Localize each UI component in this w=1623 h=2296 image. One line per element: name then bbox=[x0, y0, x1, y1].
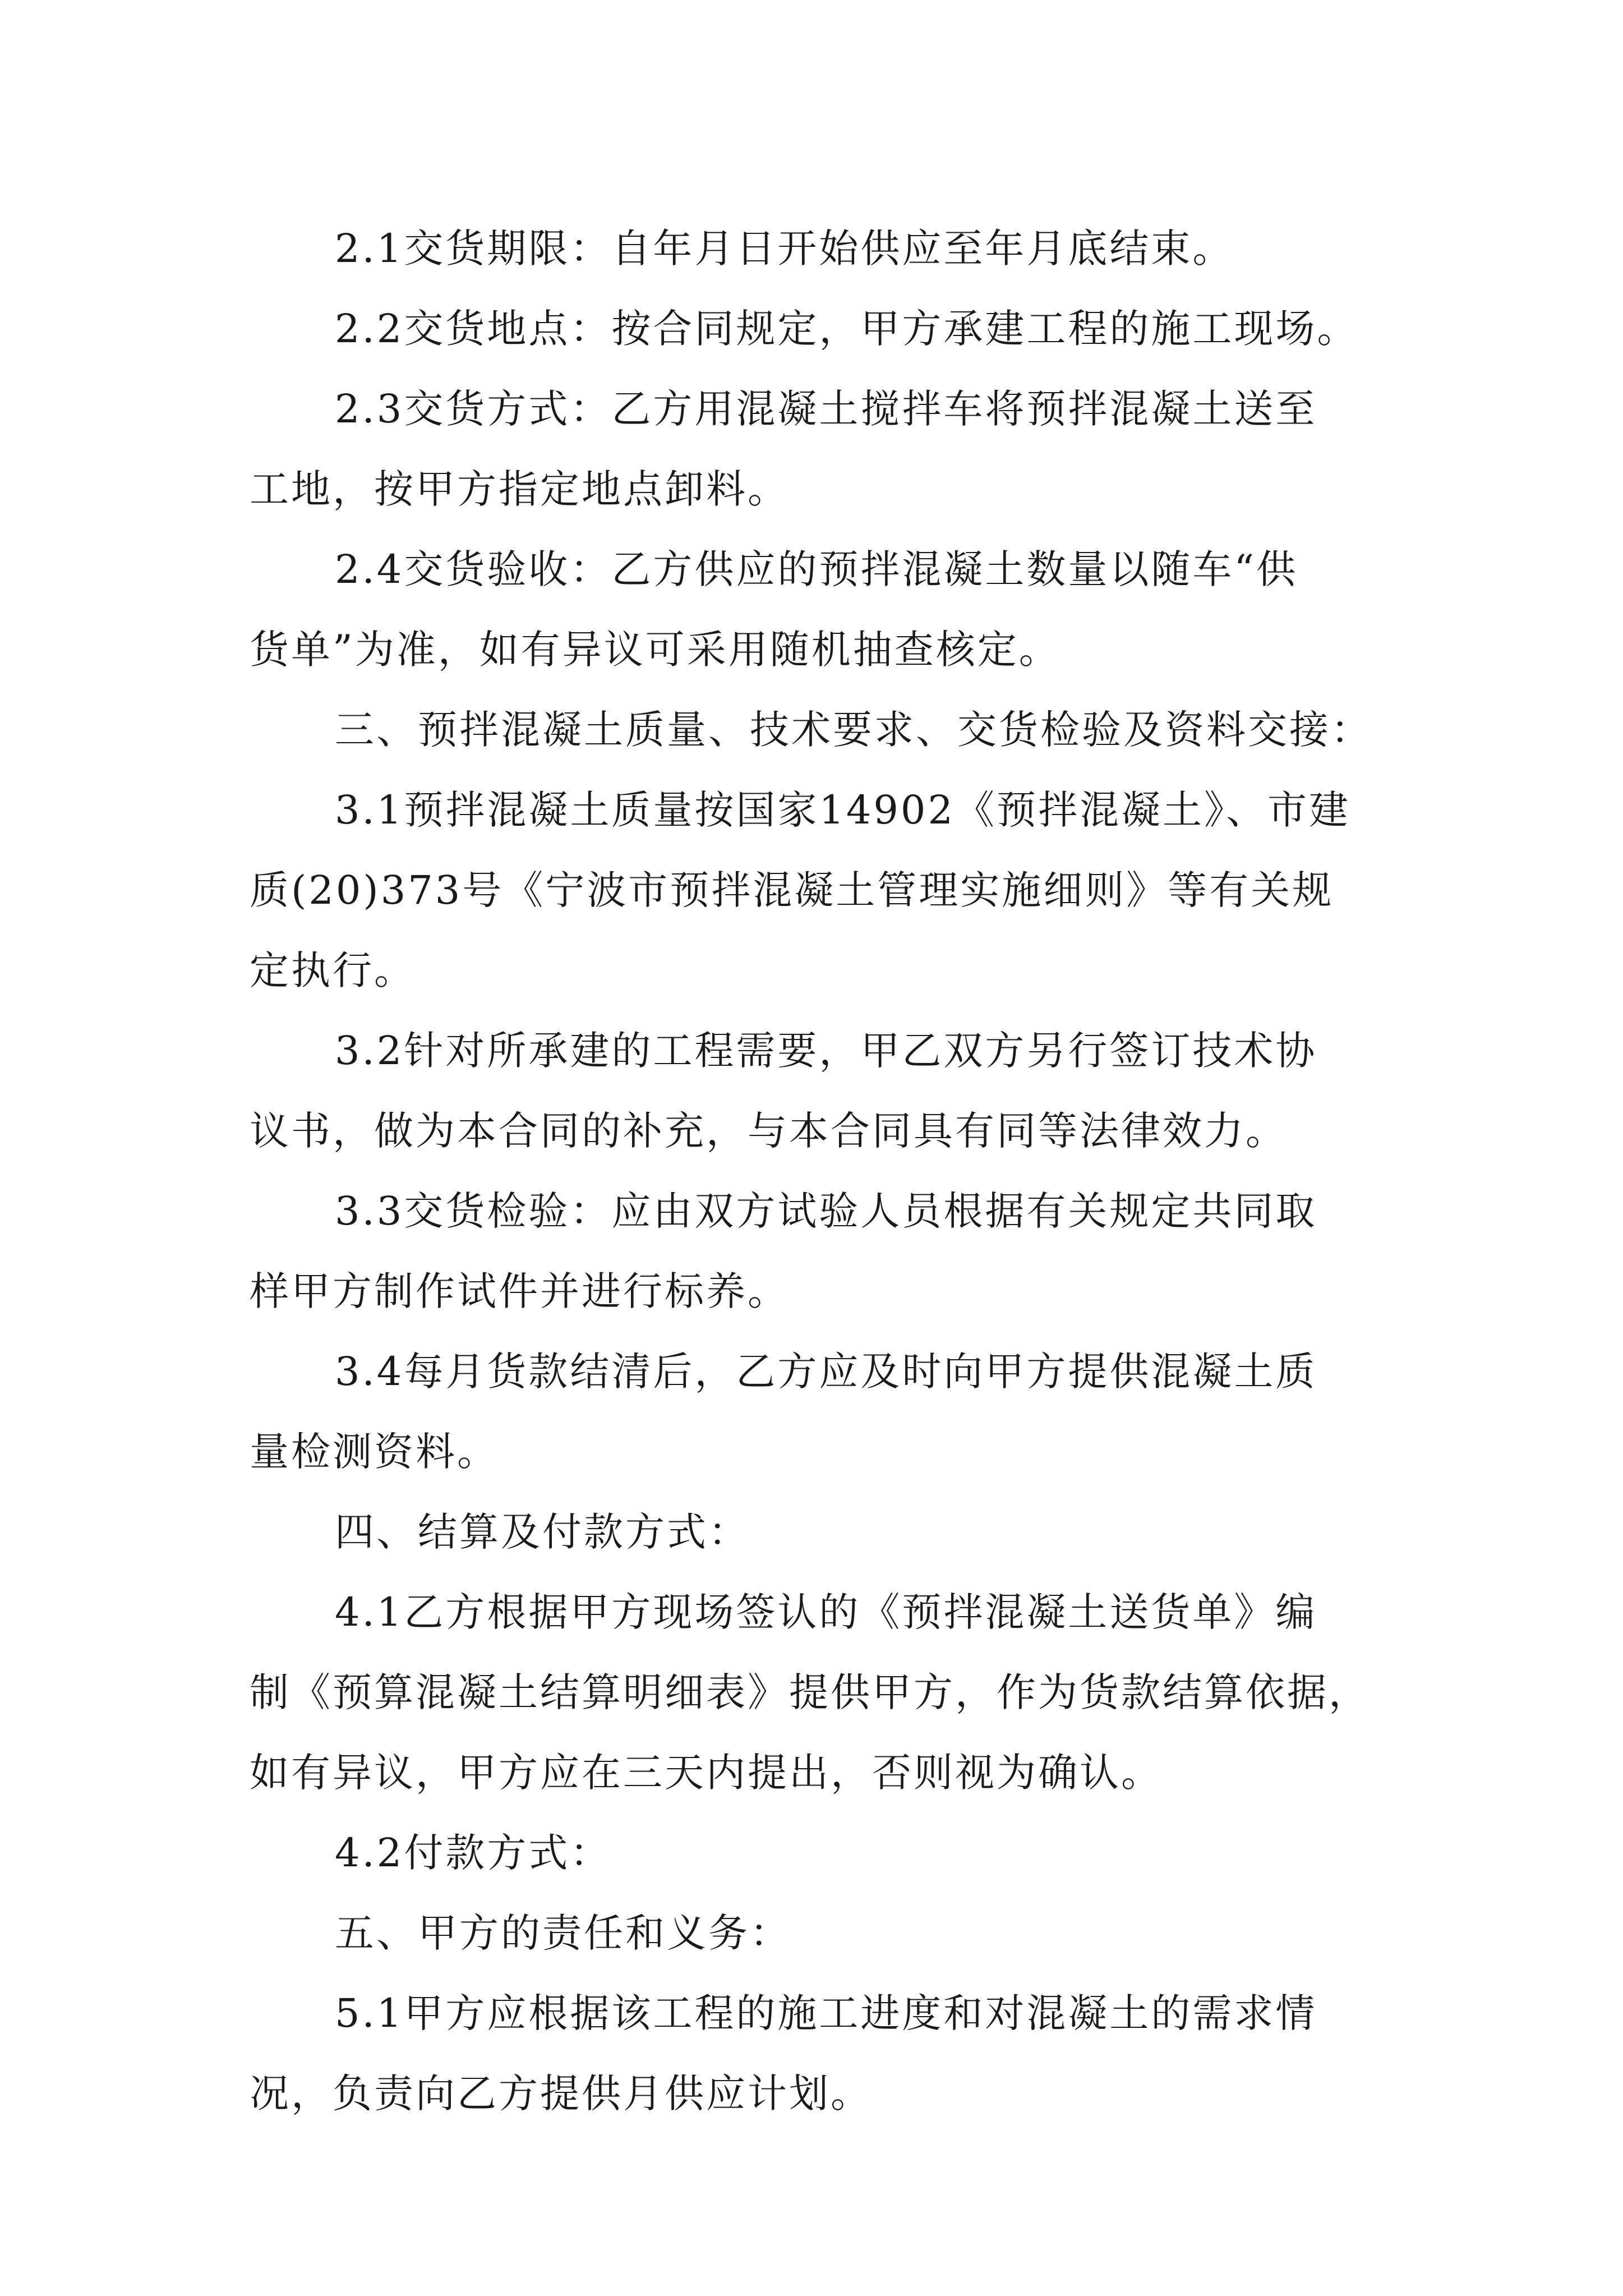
paragraph-3-2 bbox=[250, 1011, 1388, 1171]
paragraph-3-1 bbox=[250, 770, 1388, 1011]
paragraph-2-2 bbox=[250, 289, 1388, 369]
text-line: 工地，按甲方指定地点卸料。 bbox=[250, 466, 789, 512]
text-line: 制《预算混凝土结算明细表》提供甲方，作为货款结算依据， bbox=[250, 1669, 1370, 1715]
text-line: 定执行。 bbox=[250, 947, 416, 993]
document-body bbox=[250, 209, 1388, 2134]
text-line: 质(20)373号《宁波市预拌混凝土管理实施细则》等有关规 bbox=[250, 867, 1334, 913]
text-line: 三、预拌混凝土质量、技术要求、交货检验及资料交接： bbox=[335, 707, 1372, 753]
text-line: 五、甲方的责任和义务： bbox=[335, 1910, 791, 1956]
text-line: 样甲方制作试件并进行标养。 bbox=[250, 1268, 789, 1314]
text-line: 5.1甲方应根据该工程的施工进度和对混凝土的需求情 bbox=[335, 1990, 1317, 2036]
paragraph-4-1 bbox=[250, 1572, 1388, 1813]
text-line: 3.4每月货款结清后，乙方应及时向甲方提供混凝土质 bbox=[335, 1349, 1317, 1395]
paragraph-2-1 bbox=[250, 209, 1388, 289]
section-heading-3 bbox=[250, 690, 1388, 770]
paragraph-2-3 bbox=[250, 369, 1388, 530]
text-line: 4.1乙方根据甲方现场签认的《预拌混凝土送货单》编 bbox=[335, 1589, 1317, 1635]
paragraph-2-4 bbox=[250, 530, 1388, 690]
text-line: 2.1交货期限：自年月日开始供应至年月底结束。 bbox=[335, 226, 1234, 272]
paragraph-3-4 bbox=[250, 1332, 1388, 1492]
section-heading-5 bbox=[250, 1893, 1388, 1973]
text-line: 如有异议，甲方应在三天内提出，否则视为确认。 bbox=[250, 1750, 1163, 1796]
text-line: 2.3交货方式：乙方用混凝土搅拌车将预拌混凝土送至 bbox=[335, 386, 1317, 432]
paragraph-5-1 bbox=[250, 1973, 1388, 2134]
text-line: 3.3交货检验：应由双方试验人员根据有关规定共同取 bbox=[335, 1188, 1317, 1234]
text-line: 3.1预拌混凝土质量按国家14902《预拌混凝土》、市建 bbox=[335, 787, 1351, 833]
text-line: 4.2付款方式： bbox=[335, 1830, 612, 1876]
text-line: 量检测资料。 bbox=[250, 1429, 499, 1475]
text-line: 2.2交货地点：按合同规定，甲方承建工程的施工现场。 bbox=[335, 306, 1359, 352]
paragraph-4-2 bbox=[250, 1813, 1388, 1893]
paragraph-3-3 bbox=[250, 1171, 1388, 1332]
text-line: 议书，做为本合同的补充，与本合同具有同等法律效力。 bbox=[250, 1108, 1287, 1154]
text-line: 2.4交货验收：乙方供应的预拌混凝土数量以随车“供 bbox=[335, 546, 1298, 592]
section-heading-4 bbox=[250, 1492, 1388, 1572]
text-line: 四、结算及付款方式： bbox=[335, 1509, 750, 1555]
text-line: 3.2针对所承建的工程需要，甲乙双方另行签订技术协 bbox=[335, 1028, 1317, 1074]
text-line: 货单”为准，如有异议可采用随机抽查核定。 bbox=[250, 627, 1061, 673]
text-line: 况，负责向乙方提供月供应计划。 bbox=[250, 2070, 872, 2116]
